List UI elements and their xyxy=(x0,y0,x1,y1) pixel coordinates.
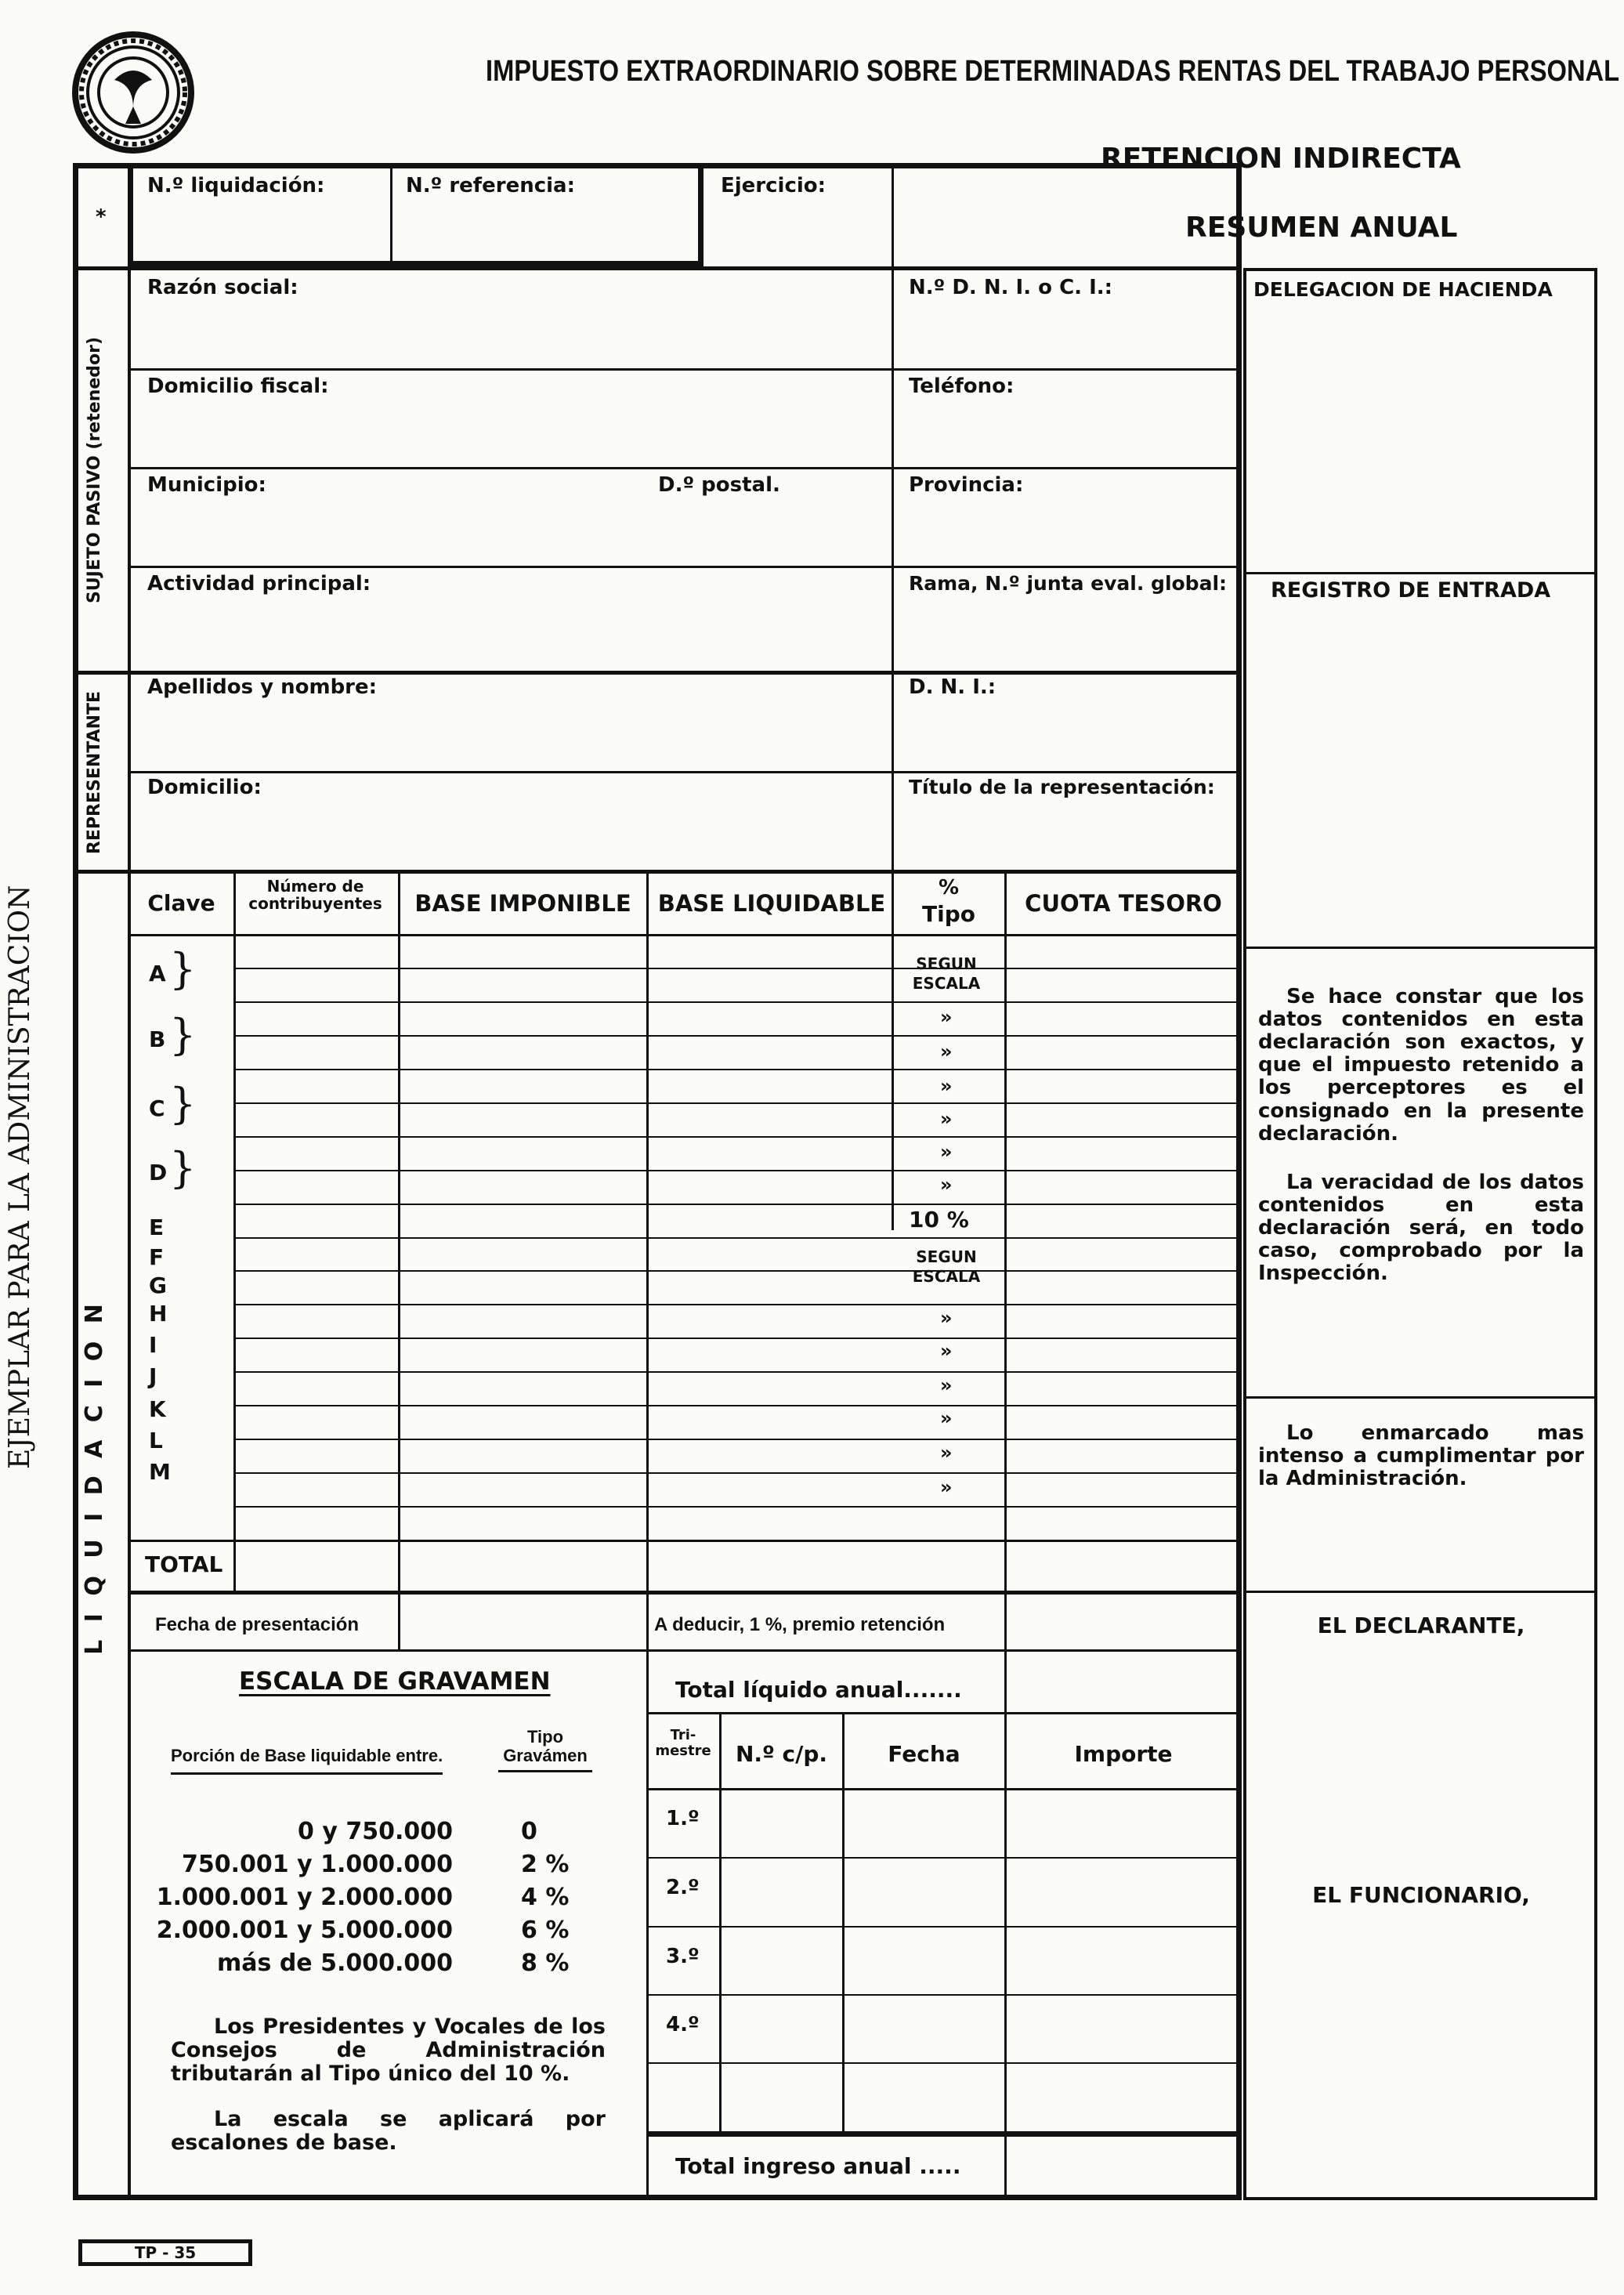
representante-section-label: REPRESENTANTE xyxy=(85,690,104,855)
tipo-segun-escala-1: SEGUN ESCALA xyxy=(912,954,981,993)
declarante-signature-area[interactable] xyxy=(1250,1645,1593,1881)
registro-stamp-area[interactable] xyxy=(1250,611,1593,940)
clave-letter: B xyxy=(149,1026,166,1052)
delegacion-stamp-area[interactable] xyxy=(1250,309,1593,568)
table-row[interactable] xyxy=(235,1373,893,1403)
escala-tipo: 2 % xyxy=(521,1851,570,1878)
trimestre-header: Tri-mestre xyxy=(655,1727,711,1759)
trimestre-row-line xyxy=(646,2062,1242,2064)
ditto-mark: » xyxy=(940,1108,953,1130)
table-row[interactable] xyxy=(235,1440,893,1471)
ditto-mark: » xyxy=(940,1041,953,1062)
col-tipo-pct: % xyxy=(938,876,960,900)
titulo-input[interactable] xyxy=(899,805,1236,865)
trimestre-label: 2.º xyxy=(666,1876,700,1899)
asterisk-marker: * xyxy=(96,205,107,229)
enmarcado-paragraph: Lo enmarcado mas intenso a cumplimentar por la Administración. xyxy=(1258,1421,1584,1491)
liquidacion-label: N.º liquidación: xyxy=(147,174,325,197)
ditto-mark: » xyxy=(940,1307,953,1329)
table-row[interactable] xyxy=(235,1037,893,1067)
referencia-label: N.º referencia: xyxy=(406,174,575,197)
clave-letter: K xyxy=(149,1396,166,1422)
total-ingreso-input[interactable] xyxy=(1009,2138,1238,2194)
dni-ci-label: N.º D. N. I. o C. I.: xyxy=(909,276,1113,299)
form-code-badge: TP - 35 xyxy=(78,2239,252,2266)
domicilio-fiscal-input[interactable] xyxy=(137,404,885,463)
clave-letter: I xyxy=(149,1332,157,1358)
referencia-input[interactable] xyxy=(396,202,697,257)
total-label: TOTAL xyxy=(145,1551,223,1577)
table-row[interactable] xyxy=(235,1239,893,1269)
escala-tipo: 0 xyxy=(521,1818,537,1845)
escala-col-porcion: Porción de Base liquidable entre. xyxy=(171,1746,443,1775)
liquidacion-section-label: L I Q U I D A C I O N xyxy=(81,1299,108,1655)
form-title: IMPUESTO EXTRAORDINARIO SOBRE DETERMINADAS RENTAS DEL TRABAJO PERSONAL xyxy=(486,55,1620,88)
clave-letter: A xyxy=(149,961,166,986)
total-liquido-input[interactable] xyxy=(1009,1653,1238,1708)
domicilio-fiscal-label: Domicilio fiscal: xyxy=(147,375,329,398)
escala-tipo: 8 % xyxy=(521,1949,570,1977)
table-row[interactable] xyxy=(235,1171,893,1202)
dni-ci-input[interactable] xyxy=(899,306,1236,364)
escala-tipo: 6 % xyxy=(521,1917,570,1944)
brace-icon: } xyxy=(169,1079,197,1128)
table-row[interactable] xyxy=(235,1305,893,1336)
col-cuota-tesoro: CUOTA TESORO xyxy=(1025,890,1222,917)
ditto-mark: » xyxy=(940,1075,953,1097)
ditto-mark: » xyxy=(940,1174,953,1196)
ejercicio-label: Ejercicio: xyxy=(721,174,826,197)
trimestre-label: 3.º xyxy=(666,1945,700,1968)
ditto-mark: » xyxy=(940,1374,953,1396)
hacienda-seal-icon xyxy=(71,30,196,155)
rama-input[interactable] xyxy=(899,602,1236,666)
table-row[interactable] xyxy=(235,936,893,966)
ejercicio-input[interactable] xyxy=(709,202,885,257)
table-row[interactable] xyxy=(235,969,893,1000)
total-ingreso-label: Total ingreso anual ..... xyxy=(675,2153,961,2179)
ditto-mark: » xyxy=(940,1141,953,1163)
clave-letter: C xyxy=(149,1095,165,1121)
col-numero-contribuyentes: Número de contribuyentes xyxy=(248,877,382,913)
funcionario-label: EL FUNCIONARIO, xyxy=(1312,1882,1530,1908)
escala-note-escalones: La escala se aplicará por escalones de base. xyxy=(171,2107,606,2156)
escala-tipo: 4 % xyxy=(521,1884,570,1911)
form-subtitle-resumen: RESUMEN ANUAL xyxy=(1185,212,1458,244)
table-row[interactable] xyxy=(235,1003,893,1033)
trimestre-row[interactable] xyxy=(722,1859,1238,1924)
trimestre-row-line xyxy=(646,1994,1242,1996)
veracidad-paragraph: La veracidad de los datos contenidos en esta declaración será, en todo caso, comprobado por la Inspección. xyxy=(1258,1171,1584,1286)
clave-letter: F xyxy=(149,1244,165,1270)
table-row[interactable] xyxy=(235,1474,893,1504)
col-tipo: Tipo xyxy=(922,901,975,927)
table-row[interactable] xyxy=(235,1070,893,1101)
escala-range: más de 5.000.000 xyxy=(217,1949,453,1977)
representante-dni-label: D. N. I.: xyxy=(909,675,996,699)
col-base-imponible: BASE IMPONIBLE xyxy=(414,890,631,917)
ncp-header: N.º c/p. xyxy=(735,1741,828,1767)
importe-header: Importe xyxy=(1074,1741,1173,1767)
col-base-liquidable: BASE LIQUIDABLE xyxy=(657,890,886,917)
brace-icon: } xyxy=(169,1010,197,1059)
apellidos-label: Apellidos y nombre: xyxy=(147,675,378,699)
ditto-mark: » xyxy=(940,1006,953,1028)
titulo-representacion-label: Título de la representación: xyxy=(909,776,1215,798)
constar-paragraph: Se hace constar que los datos contenidos en esta declaración son exactos, y que el impuesto retenido a los perceptores es el consignado en la presente declaración. xyxy=(1258,985,1584,1146)
municipio-input[interactable] xyxy=(137,503,885,562)
escala-range: 2.000.001 y 5.000.000 xyxy=(156,1917,453,1944)
declarante-label: EL DECLARANTE, xyxy=(1317,1613,1525,1638)
table-row[interactable] xyxy=(235,1138,893,1168)
table-row[interactable] xyxy=(235,1339,893,1370)
apellidos-input[interactable] xyxy=(137,705,885,766)
trimestre-row-line xyxy=(646,1926,1242,1928)
trimestre-row[interactable] xyxy=(722,1996,1238,2061)
provincia-label: Provincia: xyxy=(909,473,1024,497)
table-row[interactable] xyxy=(235,1104,893,1135)
clave-letter: L xyxy=(149,1428,163,1453)
provincia-input[interactable] xyxy=(899,503,1236,562)
rama-label: Rama, N.º junta eval. global: xyxy=(909,572,1228,595)
razon-social-label: Razón social: xyxy=(147,276,298,299)
brace-icon: } xyxy=(169,944,197,994)
escala-title: ESCALA DE GRAVAMEN xyxy=(239,1667,551,1696)
telefono-input[interactable] xyxy=(899,404,1236,463)
fecha-header: Fecha xyxy=(888,1741,960,1767)
trimestre-row-line xyxy=(646,1857,1242,1859)
fecha-presentacion-label: Fecha de presentación xyxy=(155,1614,360,1635)
table-row[interactable] xyxy=(235,1406,893,1437)
clave-letter: G xyxy=(149,1272,167,1298)
col-clave: Clave xyxy=(147,890,215,916)
table-row[interactable] xyxy=(235,1205,893,1236)
clave-letter: E xyxy=(149,1214,165,1240)
total-liquido-label: Total líquido anual....... xyxy=(675,1677,962,1703)
escala-note-presidentes: Los Presidentes y Vocales de los Consejos de Administración tributarán al Tipo único del 10 %. xyxy=(171,2014,606,2087)
representante-domicilio-input[interactable] xyxy=(137,805,885,865)
escala-range: 0 y 750.000 xyxy=(298,1818,453,1845)
a-deducir-input[interactable] xyxy=(1009,1595,1238,1645)
escala-range: 1.000.001 y 2.000.000 xyxy=(156,1884,453,1911)
ditto-mark: » xyxy=(940,1340,953,1362)
escala-col-tipo: Tipo Gravámen xyxy=(498,1728,592,1772)
liquidacion-input[interactable] xyxy=(137,202,384,257)
ditto-mark: » xyxy=(940,1407,953,1429)
trimestre-label: 4.º xyxy=(666,2013,700,2036)
actividad-input[interactable] xyxy=(137,602,885,666)
telefono-label: Teléfono: xyxy=(909,375,1015,398)
registro-label: REGISTRO DE ENTRADA xyxy=(1271,578,1551,603)
trimestre-label: 1.º xyxy=(666,1807,700,1830)
clave-letter: H xyxy=(149,1301,168,1327)
clave-letter: M xyxy=(149,1459,171,1485)
trimestre-row[interactable] xyxy=(722,1928,1238,1993)
brace-icon: } xyxy=(169,1143,197,1193)
escala-range: 750.001 y 1.000.000 xyxy=(182,1851,453,1878)
tipo-segun-escala-2: SEGUN ESCALA xyxy=(912,1247,981,1286)
ditto-mark: » xyxy=(940,1476,953,1498)
form-subtitle-retencion: RETENCION INDIRECTA xyxy=(1101,143,1461,175)
postal-label: D.º postal. xyxy=(658,473,780,497)
razon-social-input[interactable] xyxy=(137,306,885,364)
clave-letter: J xyxy=(149,1363,157,1389)
table-row[interactable] xyxy=(235,1508,893,1538)
representante-domicilio-label: Domicilio: xyxy=(147,776,262,799)
funcionario-signature-area[interactable] xyxy=(1250,1920,1593,2194)
representante-dni-input[interactable] xyxy=(899,705,1236,766)
delegacion-label: DELEGACION DE HACIENDA xyxy=(1253,278,1553,301)
actividad-label: Actividad principal: xyxy=(147,572,371,595)
fecha-presentacion-input[interactable] xyxy=(401,1595,642,1645)
sujeto-pasivo-section-label: SUJETO PASIVO (retenedor) xyxy=(85,336,104,604)
table-row[interactable] xyxy=(235,1272,893,1302)
side-label-ejemplar: EJEMPLAR PARA LA ADMINISTRACION xyxy=(4,885,36,1469)
trimestre-row[interactable] xyxy=(722,1790,1238,1855)
clave-letter: D xyxy=(149,1160,168,1186)
a-deducir-label: A deducir, 1 %, premio retención xyxy=(654,1614,946,1635)
tipo-diez-pct: 10 % xyxy=(909,1207,969,1233)
municipio-label: Municipio: xyxy=(147,473,266,497)
ditto-mark: » xyxy=(940,1442,953,1464)
